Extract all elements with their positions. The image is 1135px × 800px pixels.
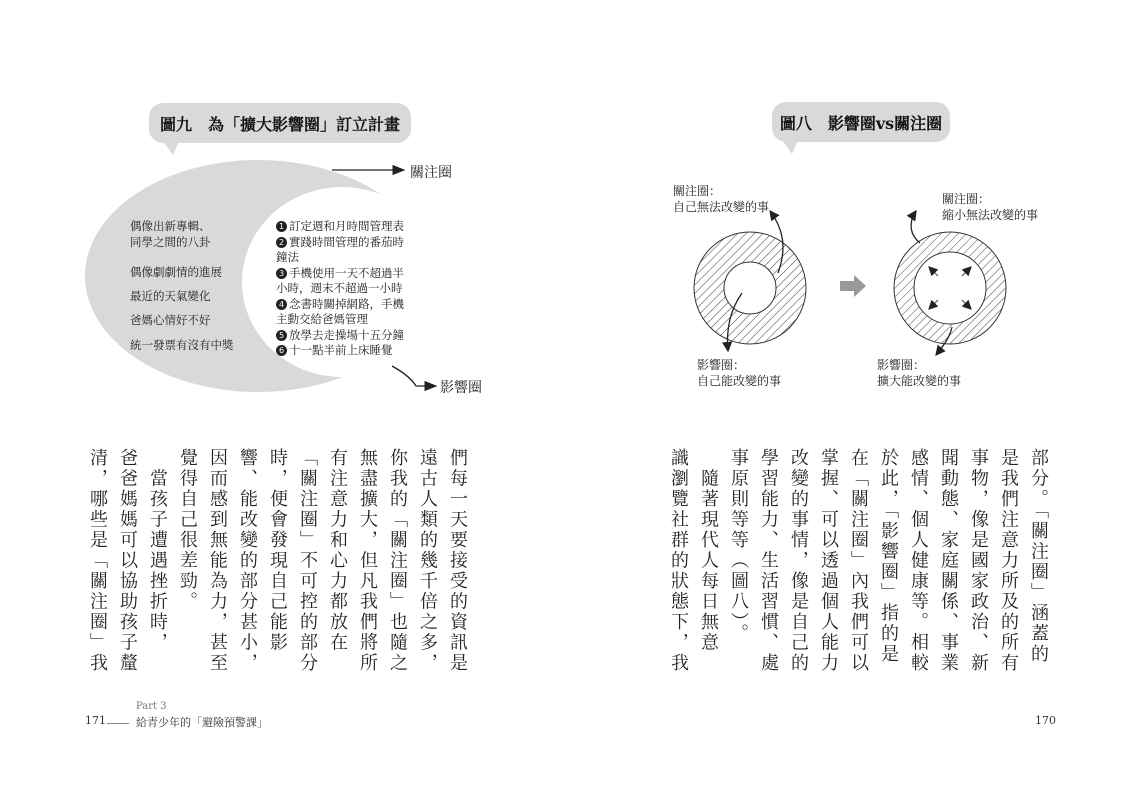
right-diagram-influence-desc: 擴大能改變的事 [877,374,962,388]
number-bullet: 6 [276,345,287,356]
left-diagram-concern-label: 關注圈： [673,184,722,198]
text-line: 因而感到無能為力，甚至 [207,448,228,674]
plan-item-continued: 小時，週末不超過一小時 [276,281,403,295]
left-page-body-text [82,448,472,674]
figure-8-caption-text: 圖八 影響圈vs關注圈 [779,113,943,133]
text-line: 覺得自己很差勁。 [177,448,198,612]
text-line: 學習能力、生活習慣、處 [758,448,779,674]
plan-item [276,297,456,313]
text-line: 遠古人類的幾千倍之多， [417,448,438,674]
plan-item [276,235,456,251]
footer-rule [107,723,129,724]
plan-item-text: 實踐時間管理的番茄時 [289,234,404,249]
plan-item-continued: 鐘法 [276,250,299,264]
concern-arrow [911,211,920,243]
figure-9-caption [149,103,411,143]
concern-circle-label: 關注圈 [410,165,452,181]
right-diagram-influence-label: 影響圈： [877,358,926,372]
text-line: 事物，像是國家政治、新 [968,448,989,674]
number-bullet: 5 [276,330,287,341]
right-diagram-concern-desc: 縮小無法改變的事 [942,208,1039,222]
text-line: 識瀏覽社群的狀態下，我 [668,448,689,674]
text-line: 於此，「影響圈」指的是 [878,448,899,665]
concern-item: 偶像出新專輯、 [130,219,211,233]
plan-item [276,343,456,359]
text-line: 們每一天要接受的資訊是 [447,448,468,674]
concern-item: 爸媽心情好不好 [130,313,211,327]
concern-item: 偶像劇劇情的進展 [130,265,222,279]
text-line: 你我的「關注圈」也隨之 [387,448,408,674]
text-line: 掌握、可以透過個人能力 [818,448,839,674]
concern-item: 統一發票有沒有中獎 [130,338,234,352]
right-diagram-concern-label: 關注圈： [942,192,991,206]
concern-item: 最近的天氣變化 [130,289,211,303]
text-line: 無盡擴大，但凡我們將所 [357,448,378,674]
plan-item [276,266,456,282]
text-line: 有注意力和心力都放在 [327,448,348,653]
text-line: 隨著現代人每日無意 [698,448,719,653]
left-donut-diagram [694,211,806,351]
left-page-number: 171 [85,714,106,727]
concern-item: 同學之間的八卦 [130,235,211,249]
text-line: 當孩子遭遇挫折時， [147,448,168,653]
number-bullet: 3 [276,268,287,279]
text-line: 是我們注意力所及的所有 [998,448,1019,674]
figure-8-caption [772,102,950,142]
text-line: 時，便會發現自己能影 [267,448,288,653]
plan-item-text: 十一點半前上床睡覺 [289,343,393,357]
right-page-body-text [663,448,1053,674]
text-line: 部分。「關注圈」涵蓋的 [1028,448,1049,665]
plan-item-continued: 主動交給爸媽管理 [276,312,368,326]
plan-item [276,219,456,235]
left-diagram-influence-label: 影響圈： [697,358,746,372]
text-line: 響、能改變的部分甚小， [237,448,258,674]
plan-item-text: 手機使用一天不超過半 [289,265,404,280]
number-bullet: 1 [276,221,287,232]
plan-item [276,328,456,344]
text-line: 感情、個人健康等。相較 [908,448,929,674]
influence-circle-label: 影響圈 [440,380,482,396]
text-line: 在「關注圈」內我們可以 [848,448,869,674]
number-bullet: 4 [276,299,287,310]
influence-pointer [392,366,436,386]
footer-part-label: Part 3 [136,701,167,712]
plan-item-text: 放學去走操場十五分鐘 [289,327,404,342]
number-bullet: 2 [276,237,287,248]
text-line: 事原則等等（圖八）。 [728,448,749,644]
transition-arrow-icon [840,275,866,297]
text-line: 聞動態、家庭關係、事業 [938,448,959,674]
plan-items-list [276,219,456,359]
text-line: 「關注圈」不可控的部分 [297,448,318,674]
left-diagram-influence-desc: 自己能改變的事 [697,374,782,388]
text-line: 清，哪些是「關注圈」我 [87,448,108,674]
book-section-title: 給青少年的「避險預警課」 [136,716,268,729]
right-page-number: 170 [1035,714,1056,727]
right-donut-diagram [894,211,1006,355]
figure-9-caption-text: 圖九 為「擴大影響圈」訂立計畫 [159,114,400,134]
caption-tail [782,140,798,154]
plan-item-text: 訂定週和月時間管理表 [289,219,404,233]
plan-item-text: 念書時關掉網路，手機 [289,296,404,311]
left-diagram-concern-desc: 自己無法改變的事 [673,200,770,214]
text-line: 爸爸媽媽可以協助孩子釐 [117,448,138,674]
text-line: 改變的事情，像是自己的 [788,448,809,674]
